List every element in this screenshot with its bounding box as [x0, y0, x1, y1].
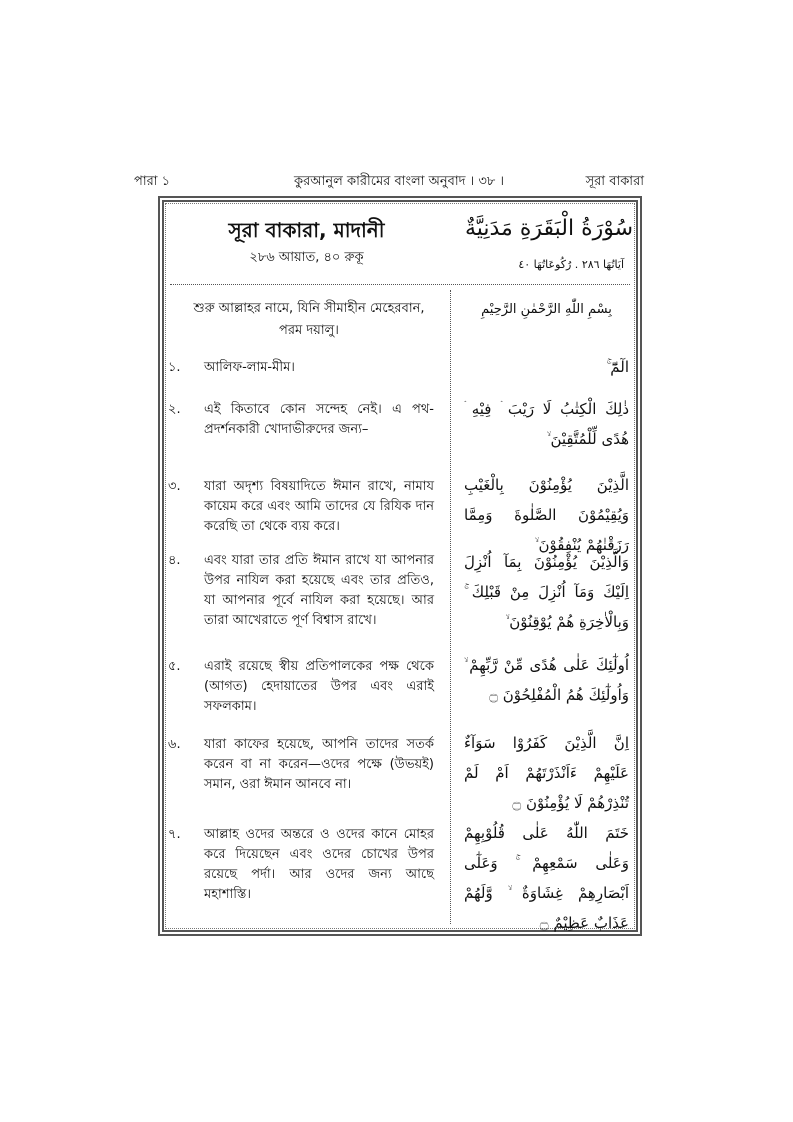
verse-arabic: اُولٰٓئِكَ عَلٰى هُدًى مِّنْ رَّبِّهِمْ ۙ وَاُولٰٓئِكَ هُمُ الْمُفْلِحُوْنَ ۝ [464, 656, 629, 704]
verse-number: ৭. [168, 827, 181, 842]
verse-number: ৪. [168, 553, 181, 568]
arabic-surah-title: سُوْرَةُ الْبَقَرَةِ مَدَنِيَّةٌ [464, 216, 634, 241]
bengali-surah-title: সূরা বাকারা, মাদানী [228, 218, 385, 242]
verse-number: ৬. [168, 737, 181, 752]
verse-arabic: ذٰلِكَ الْكِتٰبُ لَا رَيْبَ ۛ فِيْهِ ۛ هُدًى لِّلْمُتَّقِيْنَ ۙ [464, 400, 629, 448]
arabic-surah-subtitle: آيَاتُهَا ٢٨٦ . رُكُوعَاتُهَا ٤٠ [518, 258, 624, 271]
surah-name-label: সূরা বাকারা [585, 174, 644, 189]
verse-bengali: যারা কাফের হয়েছে, আপনি তাদের সতর্ক করেন বা না করেন—ওদের পক্ষে (উভয়ই) সমান, ওরা ঈমান আনবে না। [204, 737, 434, 792]
book-title-page-number: কুরআনুল কারীমের বাংলা অনুবাদ । ৩৮ । [294, 174, 505, 189]
verse-number: ২. [168, 402, 181, 417]
verse-bengali: আলিফ-লাম-মীম। [204, 360, 295, 375]
verse-arabic: اِنَّ الَّذِيْنَ كَفَرُوْا سَوَآءٌ عَلَيْهِمْ ءَاَنْذَرْتَهُمْ اَمْ لَمْ تُنْذِرْهُمْ لَا يُؤْمِنُوْنَ ۝ [464, 734, 629, 812]
verse-number: ১. [168, 360, 181, 375]
verse-bengali: আল্লাহ ওদের অন্তরে ও ওদের কানে মোহর করে দিয়েছেন এবং ওদের চোখের উপর রয়েছে পর্দা। আর ওদের জন্য আছে মহাশাস্তি। [204, 827, 434, 902]
heading-divider [170, 284, 630, 285]
bismillah-arabic: بِسْمِ اللّٰهِ الرَّحْمٰنِ الرَّحِيْمِ [481, 302, 612, 317]
page-frame [158, 196, 642, 936]
verse-bengali: এরাই রয়েছে স্বীয় প্রতিপালকের পক্ষ থেকে (আগত) হেদায়াতের উপর এবং এরাই সফলকাম। [204, 659, 434, 714]
verse-bengali: এই কিতাবে কোন সন্দেহ নেই। এ পথ-প্রদর্শনকারী খোদাভীরুদের জন্য– [204, 402, 434, 437]
verse-bengali: এবং যারা তার প্রতি ঈমান রাখে যা আপনার উপর নাযিল করা হয়েছে এবং তার প্রতিও, যা আপনার পূর্বে নাযিল করা হয়েছে। আর তারা আখেরাতে পূর্ণ বিশ্বাস রাখে। [204, 553, 434, 628]
surah-heading [164, 202, 636, 282]
verse-number: ৫. [168, 659, 181, 674]
verse-arabic: خَتَمَ اللّٰهُ عَلٰى قُلُوْبِهِمْ وَعَلٰى سَمْعِهِمْ ۚ وَعَلٰٓى اَبْصَارِهِمْ غِشَاوَةٌ ۙ وَّلَهُمْ عَذَابٌ عَظِيْمٌ ۝ [464, 824, 629, 932]
bengali-surah-subtitle: ২৮৬ আয়াত, ৪০ রুকূ [249, 250, 364, 265]
bismillah-bengali: শুরু আল্লাহর নামে, যিনি সীমাহীন মেহেরবান, পরম দয়ালু। [193, 301, 425, 338]
verse-arabic: وَالَّذِيْنَ يُؤْمِنُوْنَ بِمَآ اُنْزِلَ اِلَيْكَ وَمَآ اُنْزِلَ مِنْ قَبْلِكَ ۚ وَبِالْاٰخِرَةِ هُمْ يُوْقِنُوْنَ ۙ [464, 553, 629, 631]
verse-number: ৩. [168, 479, 181, 494]
verse-bengali: যারা অদৃশ্য বিষয়াদিতে ঈমান রাখে, নামায কায়েম করে এবং আমি তাদের যে রিযিক দান করেছি তা থেকে ব্যয় করে। [204, 479, 434, 534]
page-header [134, 172, 644, 192]
column-divider [450, 290, 451, 924]
para-label: পারা ১ [134, 174, 171, 189]
verse-arabic: الٓمّٓ ۚ [606, 358, 629, 376]
verse-arabic: الَّذِيْنَ يُؤْمِنُوْنَ بِالْغَيْبِ وَيُقِيْمُوْنَ الصَّلٰوةَ وَمِمَّا رَزَقْنٰهُمْ يُنْفِقُوْنَ ۙ [464, 476, 629, 554]
